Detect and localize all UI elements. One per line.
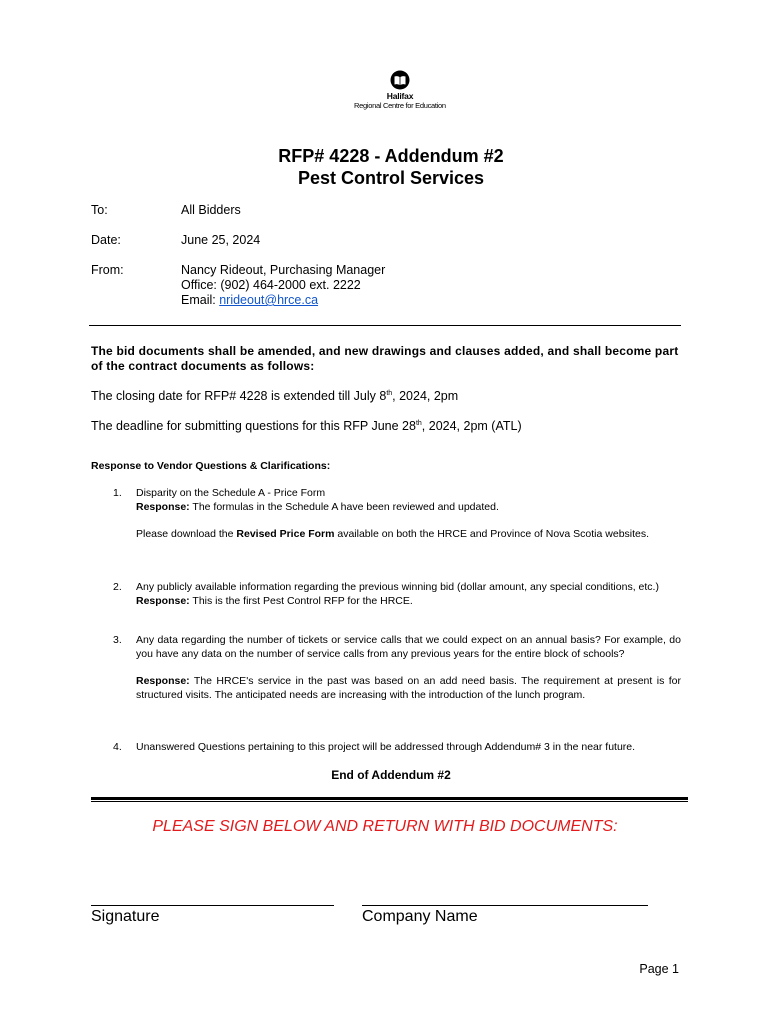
intro-text: The bid documents shall be amended, and new drawings and clauses added, and shall become part of the contract documents as follows:: [91, 344, 679, 373]
page-number: Page 1: [639, 962, 679, 976]
response-label: Response:: [136, 501, 190, 513]
item-response: [136, 594, 681, 608]
company-name-label: Company Name: [362, 908, 478, 925]
responses-heading: Response to Vendor Questions & Clarifications:: [91, 460, 331, 472]
item-note: [136, 527, 681, 541]
company-name-line[interactable]: [362, 905, 648, 906]
item-question: Disparity on the Schedule A - Price Form: [136, 487, 326, 499]
closing-date-line: [91, 389, 458, 403]
footer-divider-thick: [91, 797, 688, 800]
response-text: The formulas in the Schedule A have been reviewed and updated.: [189, 501, 499, 513]
to-value: All Bidders: [181, 203, 241, 217]
deadline-line: [91, 419, 522, 433]
closing-sup: th: [386, 389, 393, 397]
deadline-text: The deadline for submitting questions for this RFP June 28: [91, 419, 416, 433]
signature-line[interactable]: [91, 905, 334, 906]
document-title: RFP# 4228 - Addendum #2: [278, 146, 504, 166]
item-response: [136, 500, 681, 514]
from-name: Nancy Rideout, Purchasing Manager: [181, 263, 386, 277]
item-body: [136, 633, 681, 702]
logo-org-name: Halifax: [386, 91, 414, 101]
email-link[interactable]: nrideout@hrce.ca: [219, 293, 319, 307]
item-body: [136, 740, 681, 754]
item-number: 4.: [113, 741, 122, 753]
item-body: [136, 580, 681, 608]
item-number: 3.: [113, 634, 122, 646]
hrce-book-icon: [390, 70, 410, 90]
hrce-logo: [354, 70, 446, 110]
note-bold: Revised Price Form: [236, 528, 335, 540]
from-email-line: [181, 293, 501, 308]
from-label: From:: [91, 263, 124, 277]
from-office: Office: (902) 464-2000 ext. 2222: [181, 278, 361, 292]
deadline-sup: th: [415, 419, 422, 427]
item-question: Unanswered Questions pertaining to this project will be addressed through Addendum# 3 in the near future.: [136, 741, 636, 753]
item-body: [136, 486, 681, 541]
item-response: [136, 674, 681, 702]
deadline-text-end: , 2024, 2pm (ATL): [421, 419, 522, 433]
email-prefix: Email:: [181, 293, 220, 307]
item-number: 2.: [113, 581, 122, 593]
item-question: Any data regarding the number of tickets or service calls that we could expect on an annual basis? For example, do you have any data on the number of service calls from any previous years for the entire block of schools?: [136, 634, 681, 660]
response-text: This is the first Pest Control RFP for the HRCE.: [189, 595, 413, 607]
to-label: To:: [91, 203, 108, 217]
response-label: Response:: [136, 675, 190, 687]
response-text: The HRCE's service in the past was based on an add need basis. The requirement at present is for structured visits. The anticipated needs are increasing with the introduction of the lunch program.: [136, 675, 681, 701]
footer-divider-thin: [91, 801, 688, 802]
date-value: June 25, 2024: [181, 233, 261, 247]
item-number: 1.: [113, 487, 122, 499]
header-divider: [89, 325, 681, 326]
closing-text: The closing date for RFP# 4228 is extended till July 8: [91, 389, 387, 403]
end-of-addendum: End of Addendum #2: [331, 768, 451, 782]
date-label: Date:: [91, 233, 121, 247]
response-label: Response:: [136, 595, 190, 607]
from-value: [181, 263, 501, 308]
closing-text-end: , 2024, 2pm: [392, 389, 459, 403]
signature-label: Signature: [91, 908, 160, 925]
logo-subtitle: Regional Centre for Education: [354, 101, 446, 110]
sign-instruction: PLEASE SIGN BELOW AND RETURN WITH BID DOCUMENTS:: [152, 818, 618, 835]
item-question: Any publicly available information regarding the previous winning bid (dollar amount, any special conditions, etc.): [136, 581, 659, 593]
note-text-end: available on both the HRCE and Province of Nova Scotia websites.: [334, 528, 650, 540]
note-text: Please download the: [136, 528, 237, 540]
document-subtitle: Pest Control Services: [297, 168, 485, 188]
